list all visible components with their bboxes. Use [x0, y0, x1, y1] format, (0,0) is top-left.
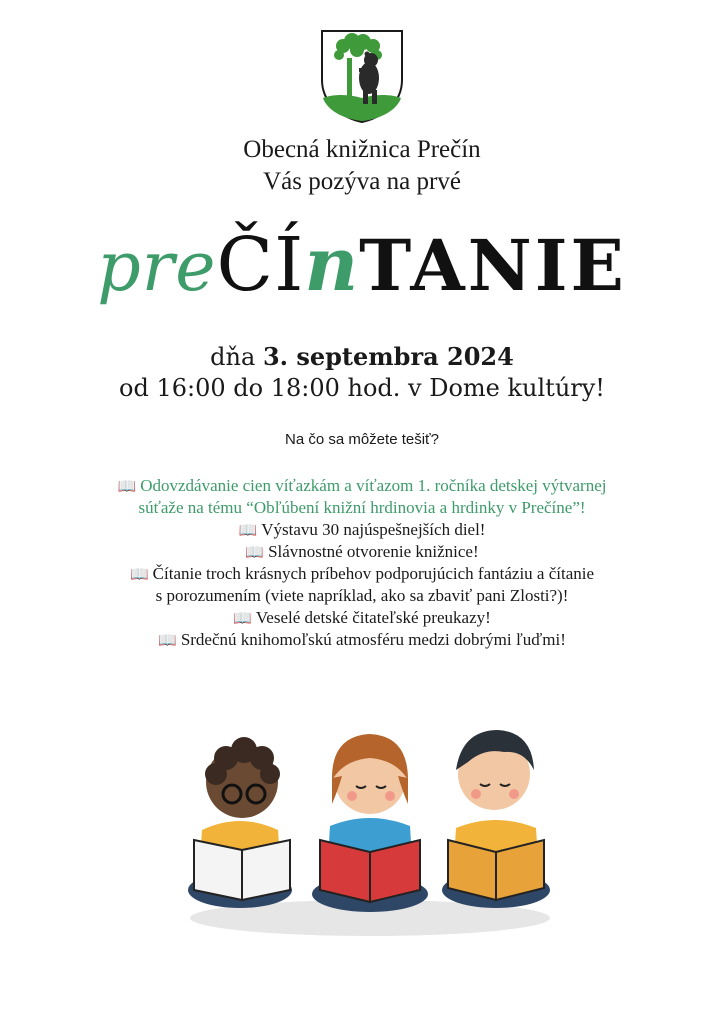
- children-reading-illustration: [180, 700, 560, 940]
- program-item-2: [0, 520, 724, 540]
- program-item-1-continued: súťaže na tému “Obľúbení knižní hrdinovia a hrdinky v Prečíne”!: [138, 498, 586, 517]
- book-icon: 📖: [117, 477, 137, 495]
- library-name: Obecná knižnica Prečín: [243, 136, 481, 163]
- event-date: [0, 342, 724, 371]
- date-value: 3. septembra 2024: [262, 342, 514, 371]
- program-item-4: [0, 564, 724, 584]
- program-item-6: [0, 630, 724, 650]
- program-item-text: Veselé detské čitateľské preukazy!: [255, 608, 491, 627]
- program-item-text: Srdečnú knihomoľskú atmosféru medzi dobrými ľuďmi!: [180, 630, 566, 649]
- title-part-pre: pre: [97, 228, 217, 307]
- book-icon: 📖: [238, 521, 258, 539]
- invitation-line: Vás pozýva na prvé: [263, 168, 461, 195]
- program-item-text: Čítanie troch krásnych príbehov podporujúcich fantáziu a čítanie: [152, 564, 595, 583]
- program-item-4-continued: s porozumením (viete napríklad, ako sa zbaviť pani Zlosti?)!: [155, 586, 569, 605]
- program-item-3: [0, 542, 724, 562]
- program-item-5: [0, 608, 724, 628]
- event-time-place: od 16:00 do 18:00 hod. v Dome kultúry!: [119, 374, 605, 402]
- event-title: [0, 222, 724, 308]
- program-item-text: Odovzdávanie cien víťazkám a víťazom 1. ročníka detskej výtvarnej: [140, 476, 607, 495]
- program-item-text: Slávnostné otvorenie knižnice!: [268, 542, 479, 561]
- title-part-n: n: [304, 222, 360, 308]
- program-item-text: Výstavu 30 najúspešnejších diel!: [261, 520, 486, 539]
- coat-of-arms-icon: [319, 28, 405, 124]
- book-icon: 📖: [233, 609, 252, 627]
- title-part-ci: ČÍ: [216, 222, 305, 308]
- book-icon: 📖: [129, 565, 149, 583]
- book-icon: 📖: [158, 631, 177, 649]
- program-heading: Na čo sa môžete tešiť?: [284, 431, 440, 448]
- book-icon: 📖: [245, 543, 265, 561]
- date-prefix: dňa: [210, 343, 256, 371]
- program-item-1: [0, 476, 724, 496]
- title-part-tanie: TANIE: [359, 224, 627, 307]
